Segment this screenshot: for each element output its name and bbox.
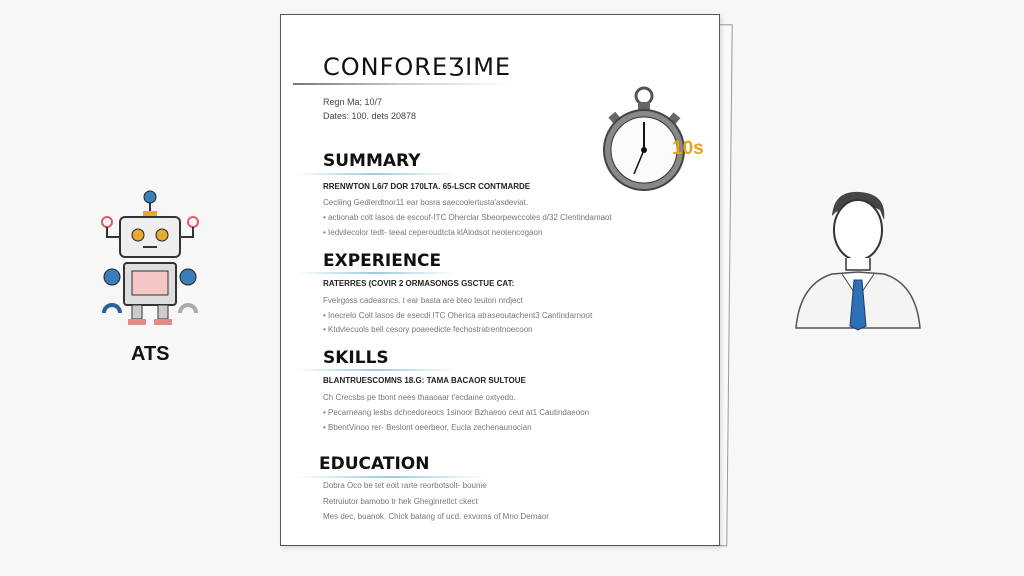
text-line: Retruiutor bamobo tr hek Gheginretlct ckect	[323, 497, 478, 506]
meta-line: Regn Ma; 10/7	[323, 97, 383, 107]
text-line: Dobra Oco be tet eoit rarte reorbotsolt- bounie	[323, 481, 487, 490]
robot-icon	[90, 185, 210, 335]
heading-underline	[295, 476, 485, 478]
text-line: • Pecarneang lesbs dchcedoreocs 1sinoor Bzhaeoo ceut at1 Cautindaeoon	[323, 408, 590, 417]
section-heading-summary: SUMMARY	[323, 151, 421, 171]
text-line: Mes dec, buanok. Chick batang of ucd. exvorns of Mno Demaor	[323, 512, 549, 521]
text-line: Ch Crecsbs pe tbont nees thaaoaar t'ecdaine oxtyedo.	[323, 393, 516, 402]
recruiter-person-icon	[792, 188, 927, 333]
resume-meta	[323, 95, 416, 123]
text-line: • actionab colt lasos de escouf-ITC Oherclar Sbeorpewccoles d/32 Clentindamaot	[323, 213, 612, 222]
section-heading-skills: SKILLS	[323, 348, 389, 368]
section-heading-experience: EXPERIENCE	[323, 251, 442, 271]
section-subheading: BLANTRUESCOMNS 18.G: TAMA BACAOR SULTOUE	[323, 376, 526, 385]
text-line: • Iedvilecolor tedt- teeal ceperoudtcta klAlodsot neotencogaon	[323, 228, 543, 237]
text-line: • Inecrelo Colt lasos de esecdi ITC Oherica atraseoutachent3 Cantindarnoot	[323, 311, 593, 320]
section-heading-education: EDUCATION	[319, 454, 430, 474]
text-line: Fvelrgoss cadeasncs. t ear basta are bteo teuton nrdject	[323, 296, 523, 305]
robot-label: ATS	[131, 343, 170, 365]
text-line: • BbentVinoo rer- Beslont oeerbeor, Eucla zechenaunocian	[323, 423, 532, 432]
text-line: Cecliing Gedlerdtnor11 ear bosra saecoolertusta'asdeviat.	[323, 198, 529, 207]
time-label: 10s	[672, 138, 704, 159]
resume-title: CONFOREƷIME	[323, 53, 512, 81]
heading-underline	[295, 369, 455, 371]
heading-underline	[295, 173, 455, 175]
section-subheading: RRENWTON L6/7 DOR 170LTA. 65-LSCR CONTMARDE	[323, 182, 531, 191]
meta-line: Dates: 100. dets 20878	[323, 111, 417, 121]
heading-underline	[295, 272, 455, 274]
text-line: • Ktdvlecuols bell cesory poaeedicte fechostratrentnoecoon	[323, 325, 533, 334]
title-underline	[293, 83, 513, 85]
section-subheading: RATERRES (COVIR 2 ORMASONGS GSCTUE CAT:	[323, 279, 515, 288]
